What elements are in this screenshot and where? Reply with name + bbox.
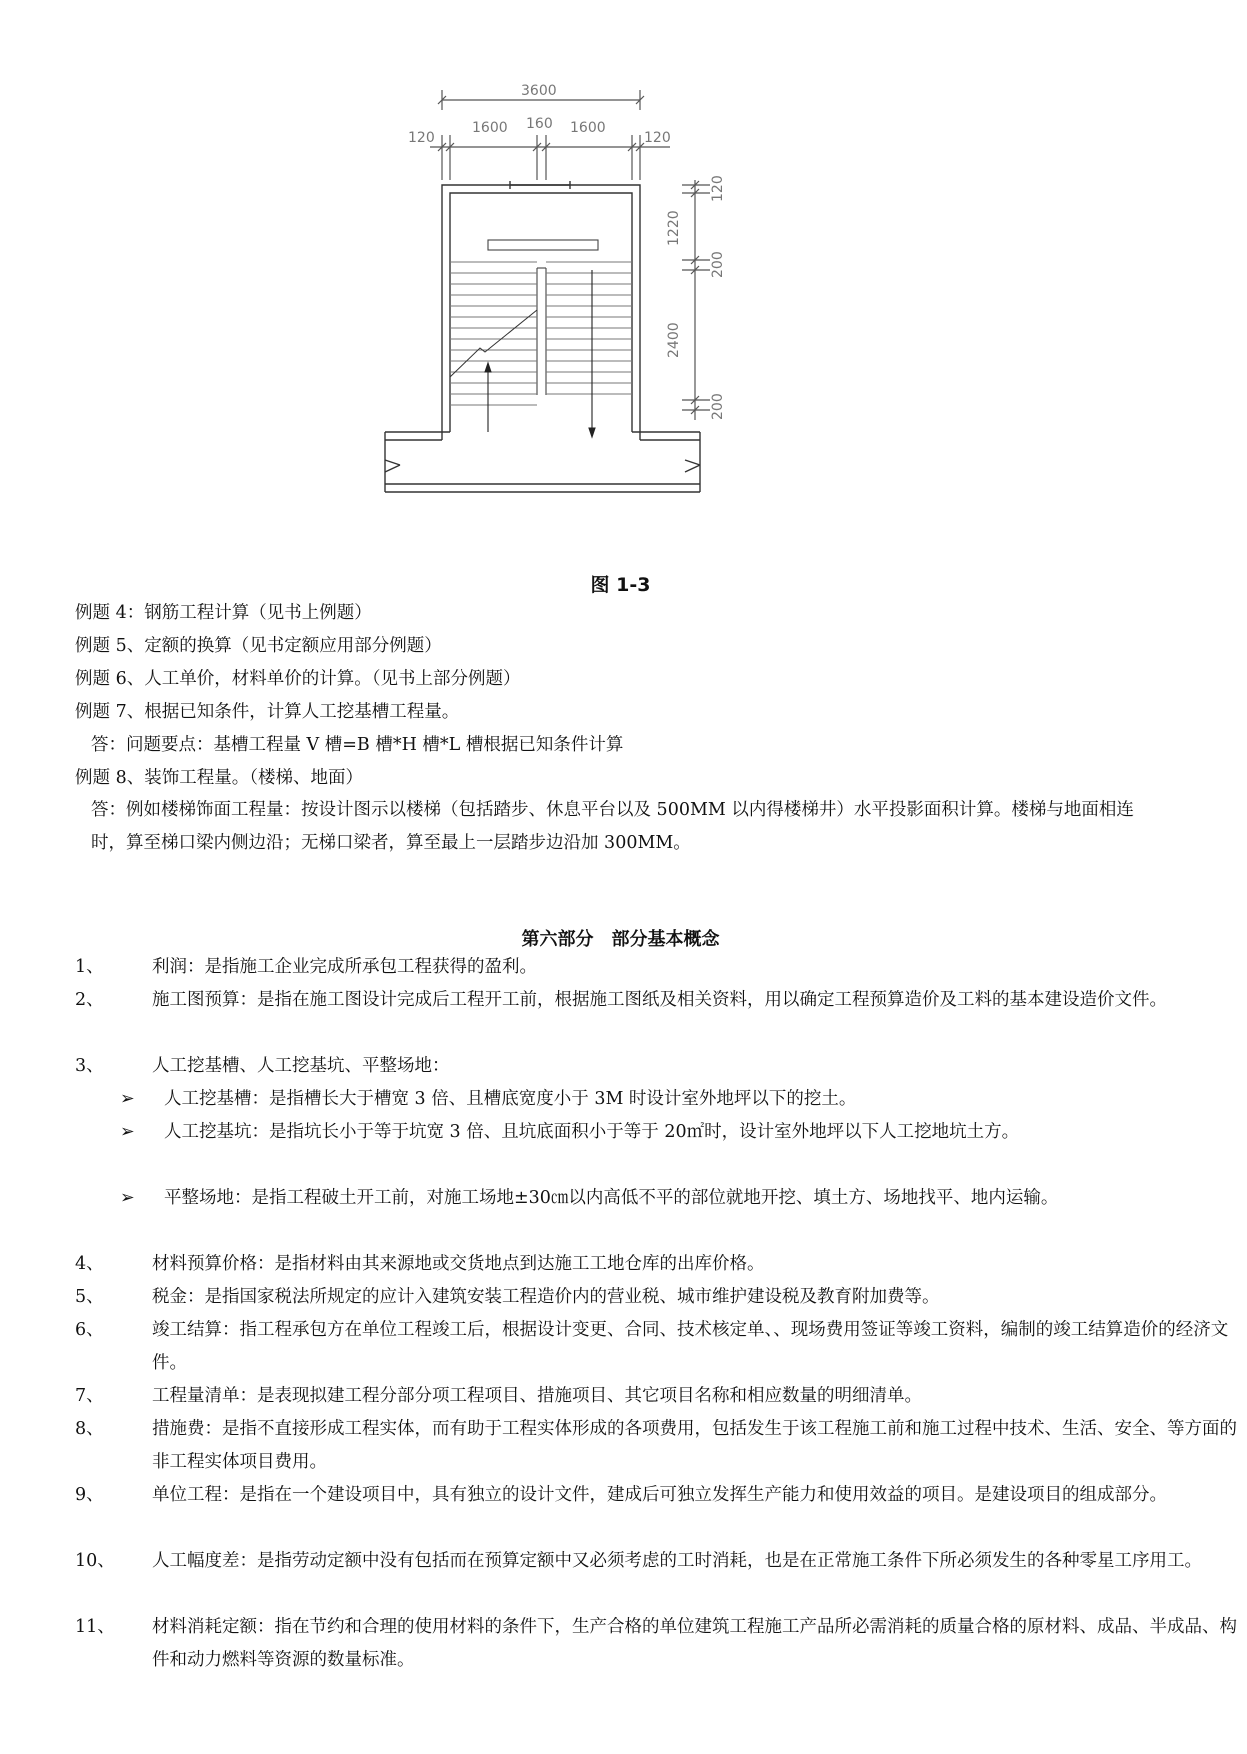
example-5: 例题 5、定额的换算（见书定额应用部分例题）	[75, 636, 442, 656]
item-text: 工程量清单：是表现拟建工程分部分项工程项目、措施项目、其它项目名称和相应数量的明细清单。	[152, 1386, 922, 1406]
dim-total: 3600	[521, 83, 557, 99]
item-text: 竣工结算：指工程承包方在单位工程竣工后，根据设计变更、合同、技术核定单、、现场费用签证等竣工资料，编制的竣工结算造价的经济文件。	[152, 1320, 1229, 1373]
section-title: 第六部分 部分基本概念	[521, 929, 720, 950]
subitem-text: 人工挖基槽：是指槽长大于槽宽 3 倍、且槽底宽度小于 3M 时设计室外地坪以下的挖土。	[164, 1089, 857, 1109]
arrow-bullet-icon: ➢	[120, 1089, 135, 1109]
dim-top-wall: 120	[710, 175, 726, 202]
dim-well: 160	[526, 116, 553, 132]
up-arrow	[485, 363, 491, 432]
item-number: 1、	[75, 957, 104, 977]
item-text: 利润：是指施工企业完成所承包工程获得的盈利。	[152, 957, 537, 977]
item-text: 单位工程：是指在一个建设项目中，具有独立的设计文件，建成后可独立发挥生产能力和使用效益的项目。是建设项目的组成部分。	[152, 1485, 1167, 1505]
subitem-text: 人工挖基坑：是指坑长小于等于坑宽 3 倍、且坑底面积小于等于 20㎡时，设计室外地坪以下人工挖地坑土方。	[164, 1122, 1020, 1142]
arrow-bullet-icon: ➢	[120, 1188, 135, 1208]
item-text: 税金：是指国家税法所规定的应计入建筑安装工程造价内的营业税、城市维护建设税及教育附加费等。	[152, 1287, 940, 1307]
example-6: 例题 6、人工单价，材料单价的计算。（见书上部分例题）	[75, 669, 521, 689]
item-number: 8、	[75, 1419, 104, 1439]
stair-treads	[450, 262, 632, 405]
stair-plan-figure	[408, 80, 840, 560]
example-7: 例题 7、根据已知条件，计算人工挖基槽工程量。	[75, 702, 460, 722]
arrow-bullet-icon: ➢	[120, 1122, 135, 1142]
example-7-answer: 答：问题要点：基槽工程量 V 槽=B 槽*H 槽*L 槽根据已知条件计算	[91, 735, 624, 755]
item-text: 措施费：是指不直接形成工程实体，而有助于工程实体形成的各项费用，包括发生于该工程施工前和施工过程中技术、生活、安全、等方面的非工程实体项目费用。	[152, 1419, 1237, 1472]
subitem-text: 平整场地：是指工程破土开工前，对施工场地±30㎝以内高低不平的部位就地开挖、填土方、场地找平、地内运输。	[164, 1188, 1059, 1208]
item-number: 6、	[75, 1320, 104, 1340]
item-text: 材料消耗定额：指在节约和合理的使用材料的条件下，生产合格的单位建筑工程施工产品所必需消耗的质量合格的原材料、成品、半成品、构件和动力燃料等资源的数量标准。	[152, 1617, 1237, 1670]
item-text: 材料预算价格：是指材料由其来源地或交货地点到达施工工地仓库的出库价格。	[152, 1254, 765, 1274]
stair-walls	[385, 181, 700, 492]
dim-run: 2400	[666, 322, 682, 358]
break-line	[450, 310, 537, 377]
item-text: 人工幅度差：是指劳动定额中没有包括而在预算定额中又必须考虑的工时消耗，也是在正常施工条件下所必须发生的各种零星工序用工。	[152, 1551, 1202, 1571]
figure-caption: 图 1-3	[590, 574, 651, 596]
dim-right-flight: 1600	[570, 120, 606, 136]
dim-left-flight: 1600	[472, 120, 508, 136]
item-number: 7、	[75, 1386, 104, 1406]
item-text: 人工挖基槽、人工挖基坑、平整场地：	[152, 1056, 450, 1076]
item-number: 11、	[75, 1617, 115, 1637]
dim-left-wall: 120	[408, 130, 435, 146]
item-number: 5、	[75, 1287, 104, 1307]
dim-lower-beam: 200	[710, 393, 726, 420]
example-8-answer	[91, 794, 1166, 860]
example-4: 例题 4：钢筋工程计算（见书上例题）	[75, 603, 372, 623]
dim-landing: 1220	[666, 210, 682, 246]
item-number: 4、	[75, 1254, 104, 1274]
item-text: 施工图预算：是指在施工图设计完成后工程开工前，根据施工图纸及相关资料，用以确定工程预算造价及工料的基本建设造价文件。	[152, 990, 1167, 1010]
dim-upper-beam: 200	[710, 251, 726, 278]
example-8: 例题 8、装饰工程量。（楼梯、地面）	[75, 768, 363, 788]
item-number: 10、	[75, 1551, 115, 1571]
example-8-answer-text: 答：例如楼梯饰面工程量：按设计图示以楼梯（包括踏步、休息平台以及 500MM 以内得楼梯井）水平投影面积计算。楼梯与地面相连时，算至梯口梁内侧边沿；无梯口梁者，算至最上一层踏步边沿加 300MM。	[91, 800, 1134, 853]
item-number: 9、	[75, 1485, 104, 1505]
dim-right-wall: 120	[644, 130, 671, 146]
item-number: 3、	[75, 1056, 104, 1076]
item-number: 2、	[75, 990, 104, 1010]
